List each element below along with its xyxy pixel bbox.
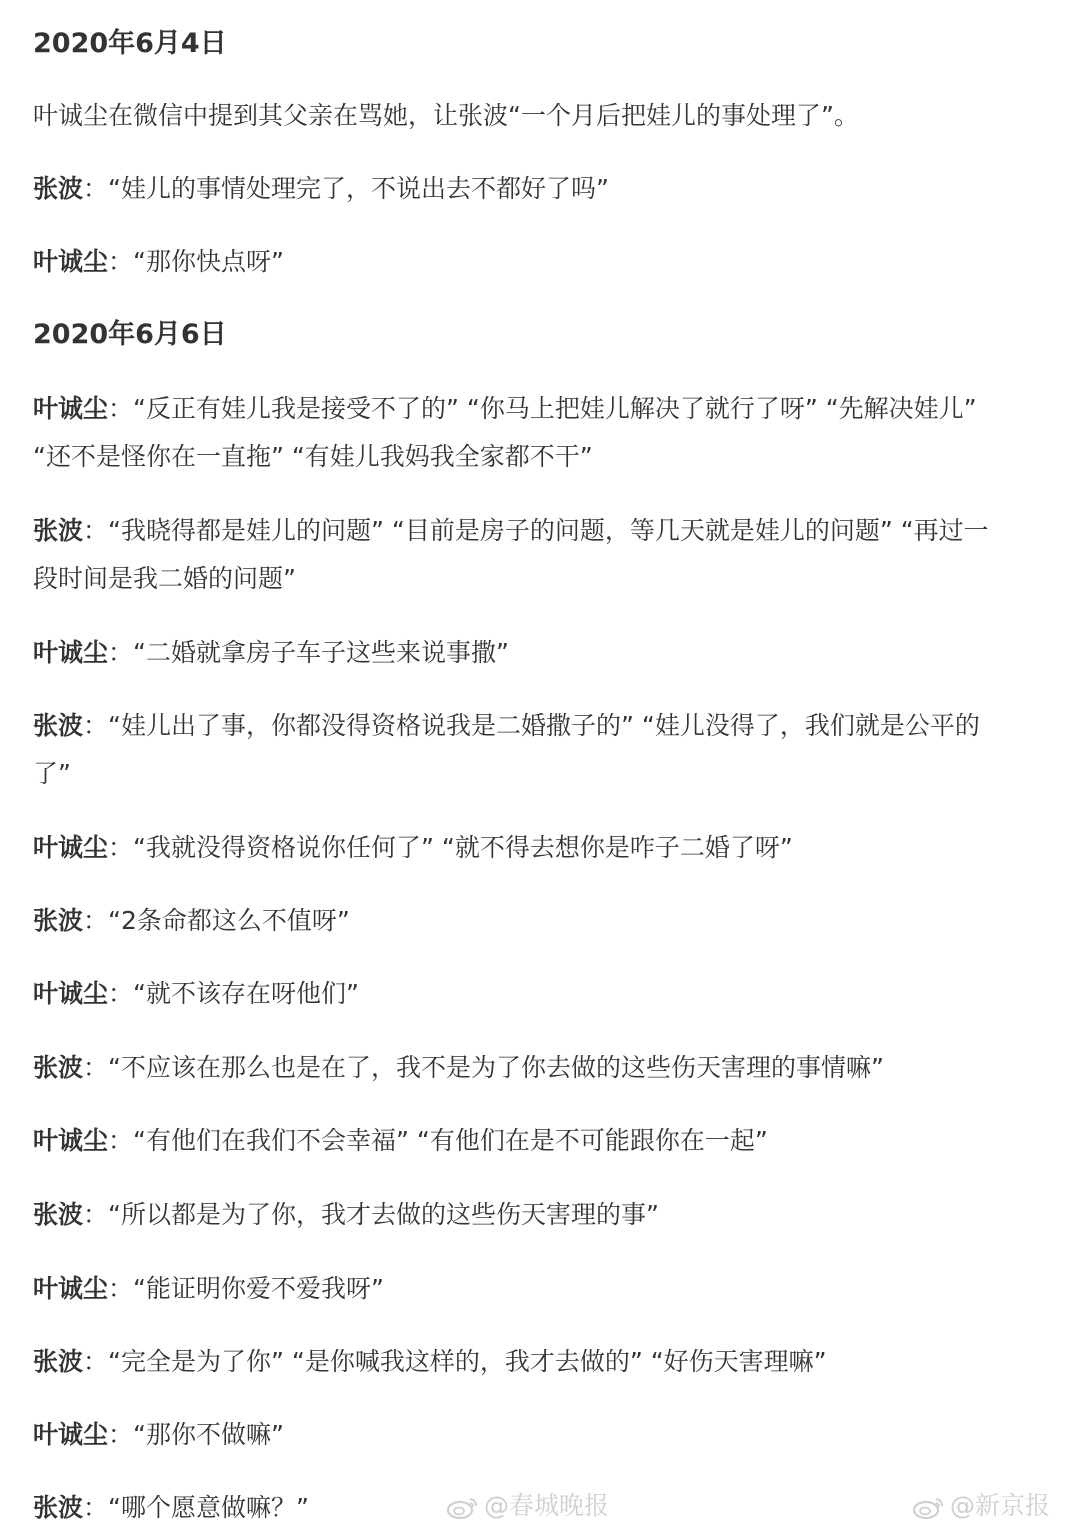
dialogue-line (33, 1191, 1080, 1239)
dialogue-line (33, 897, 1080, 945)
dialogue-line (33, 1117, 1080, 1165)
speaker-name: 叶诚尘 (33, 979, 109, 1008)
colon: ： (108, 1420, 134, 1449)
colon: ： (108, 394, 134, 423)
colon: ： (83, 1347, 109, 1376)
quote-text: “所以都是为了你，我才去做的这些伤天害理的事” (108, 1200, 659, 1229)
watermark-text: @春城晚报 (484, 1491, 610, 1520)
colon: ： (83, 711, 109, 740)
weibo-icon (912, 1493, 946, 1521)
quote-text: “那你不做嘛” (133, 1420, 284, 1449)
speaker-name: 张波 (33, 1200, 84, 1229)
colon: ： (83, 174, 109, 203)
dialogue-line (33, 1411, 1080, 1459)
dialogue-line (33, 1044, 1080, 1092)
quote-continuation: 段时间是我二婚的问题” (33, 564, 296, 593)
speaker-name: 叶诚尘 (33, 833, 109, 862)
quote-continuation: 了” (33, 759, 71, 788)
weibo-icon (446, 1493, 480, 1521)
dialogue-line (33, 824, 1080, 872)
quote-text: “完全是为了你” “是你喊我这样的，我才去做的” “好伤天害理嘛” (108, 1347, 827, 1376)
dialogue-line (33, 385, 1080, 433)
colon: ： (83, 1053, 109, 1082)
watermark-xinjingbao (912, 1486, 1050, 1526)
watermark-chuncheng (446, 1486, 609, 1526)
speaker-name: 叶诚尘 (33, 638, 109, 667)
quote-text: “二婚就拿房子车子这些来说事撒” (133, 638, 509, 667)
dialogue-line (33, 165, 1080, 213)
quote-text: “娃儿的事情处理完了，不说出去不都好了吗” (108, 174, 609, 203)
quote-text: “那你快点呀” (133, 247, 284, 276)
dialogue-line (33, 702, 1080, 750)
speaker-name: 叶诚尘 (33, 1126, 109, 1155)
colon: ： (108, 247, 134, 276)
colon: ： (83, 906, 109, 935)
dialogue-line (33, 1265, 1080, 1313)
speaker-name: 叶诚尘 (33, 394, 109, 423)
speaker-name: 张波 (33, 1347, 84, 1376)
quote-text: “反正有娃儿我是接受不了的” “你马上把娃儿解决了就行了呀” “先解决娃儿” (133, 394, 977, 423)
speaker-name: 张波 (33, 1053, 84, 1082)
speaker-name: 张波 (33, 711, 84, 740)
colon: ： (108, 1126, 134, 1155)
speaker-name: 张波 (33, 516, 84, 545)
speaker-name: 叶诚尘 (33, 247, 109, 276)
watermark-text: @新京报 (950, 1491, 1051, 1520)
dialogue-line (33, 629, 1080, 677)
dialogue-line (33, 1338, 1080, 1386)
colon: ： (108, 638, 134, 667)
dialogue-line (33, 970, 1080, 1018)
colon: ： (108, 833, 134, 862)
quote-continuation: “还不是怪你在一直拖” “有娃儿我妈我全家都不干” (33, 442, 593, 471)
quote-text: “哪个愿意做嘛？” (108, 1493, 309, 1522)
dialogue-line (33, 238, 1080, 286)
speaker-name: 张波 (33, 174, 84, 203)
quote-text: “就不该存在呀他们” (133, 979, 359, 1008)
quote-text: “不应该在那么也是在了，我不是为了你去做的这些伤天害理的事情嘛” (108, 1053, 884, 1082)
date-heading: 2020年6月4日 (33, 28, 227, 59)
colon: ： (83, 516, 109, 545)
colon: ： (108, 979, 134, 1008)
colon: ： (108, 1274, 134, 1303)
quote-text: “我晓得都是娃儿的问题” “目前是房子的问题，等几天就是娃儿的问题” “再过一 (108, 516, 989, 545)
quote-text: “娃儿出了事，你都没得资格说我是二婚撒子的” “娃儿没得了，我们就是公平的 (108, 711, 980, 740)
quote-text: “能证明你爱不爱我呀” (133, 1274, 384, 1303)
speaker-name: 叶诚尘 (33, 1420, 109, 1449)
dialogue-line (33, 507, 1080, 555)
quote-text: “2条命都这么不值呀” (108, 906, 350, 935)
colon: ： (83, 1493, 109, 1522)
speaker-name: 张波 (33, 906, 84, 935)
date-heading: 2020年6月6日 (33, 319, 227, 350)
intro-paragraph: 叶诚尘在微信中提到其父亲在骂她，让张波“一个月后把娃儿的事处理了”。 (33, 101, 859, 130)
colon: ： (83, 1200, 109, 1229)
quote-text: “有他们在我们不会幸福” “有他们在是不可能跟你在一起” (133, 1126, 768, 1155)
quote-text: “我就没得资格说你任何了” “就不得去想你是咋子二婚了呀” (133, 833, 793, 862)
speaker-name: 叶诚尘 (33, 1274, 109, 1303)
speaker-name: 张波 (33, 1493, 84, 1522)
